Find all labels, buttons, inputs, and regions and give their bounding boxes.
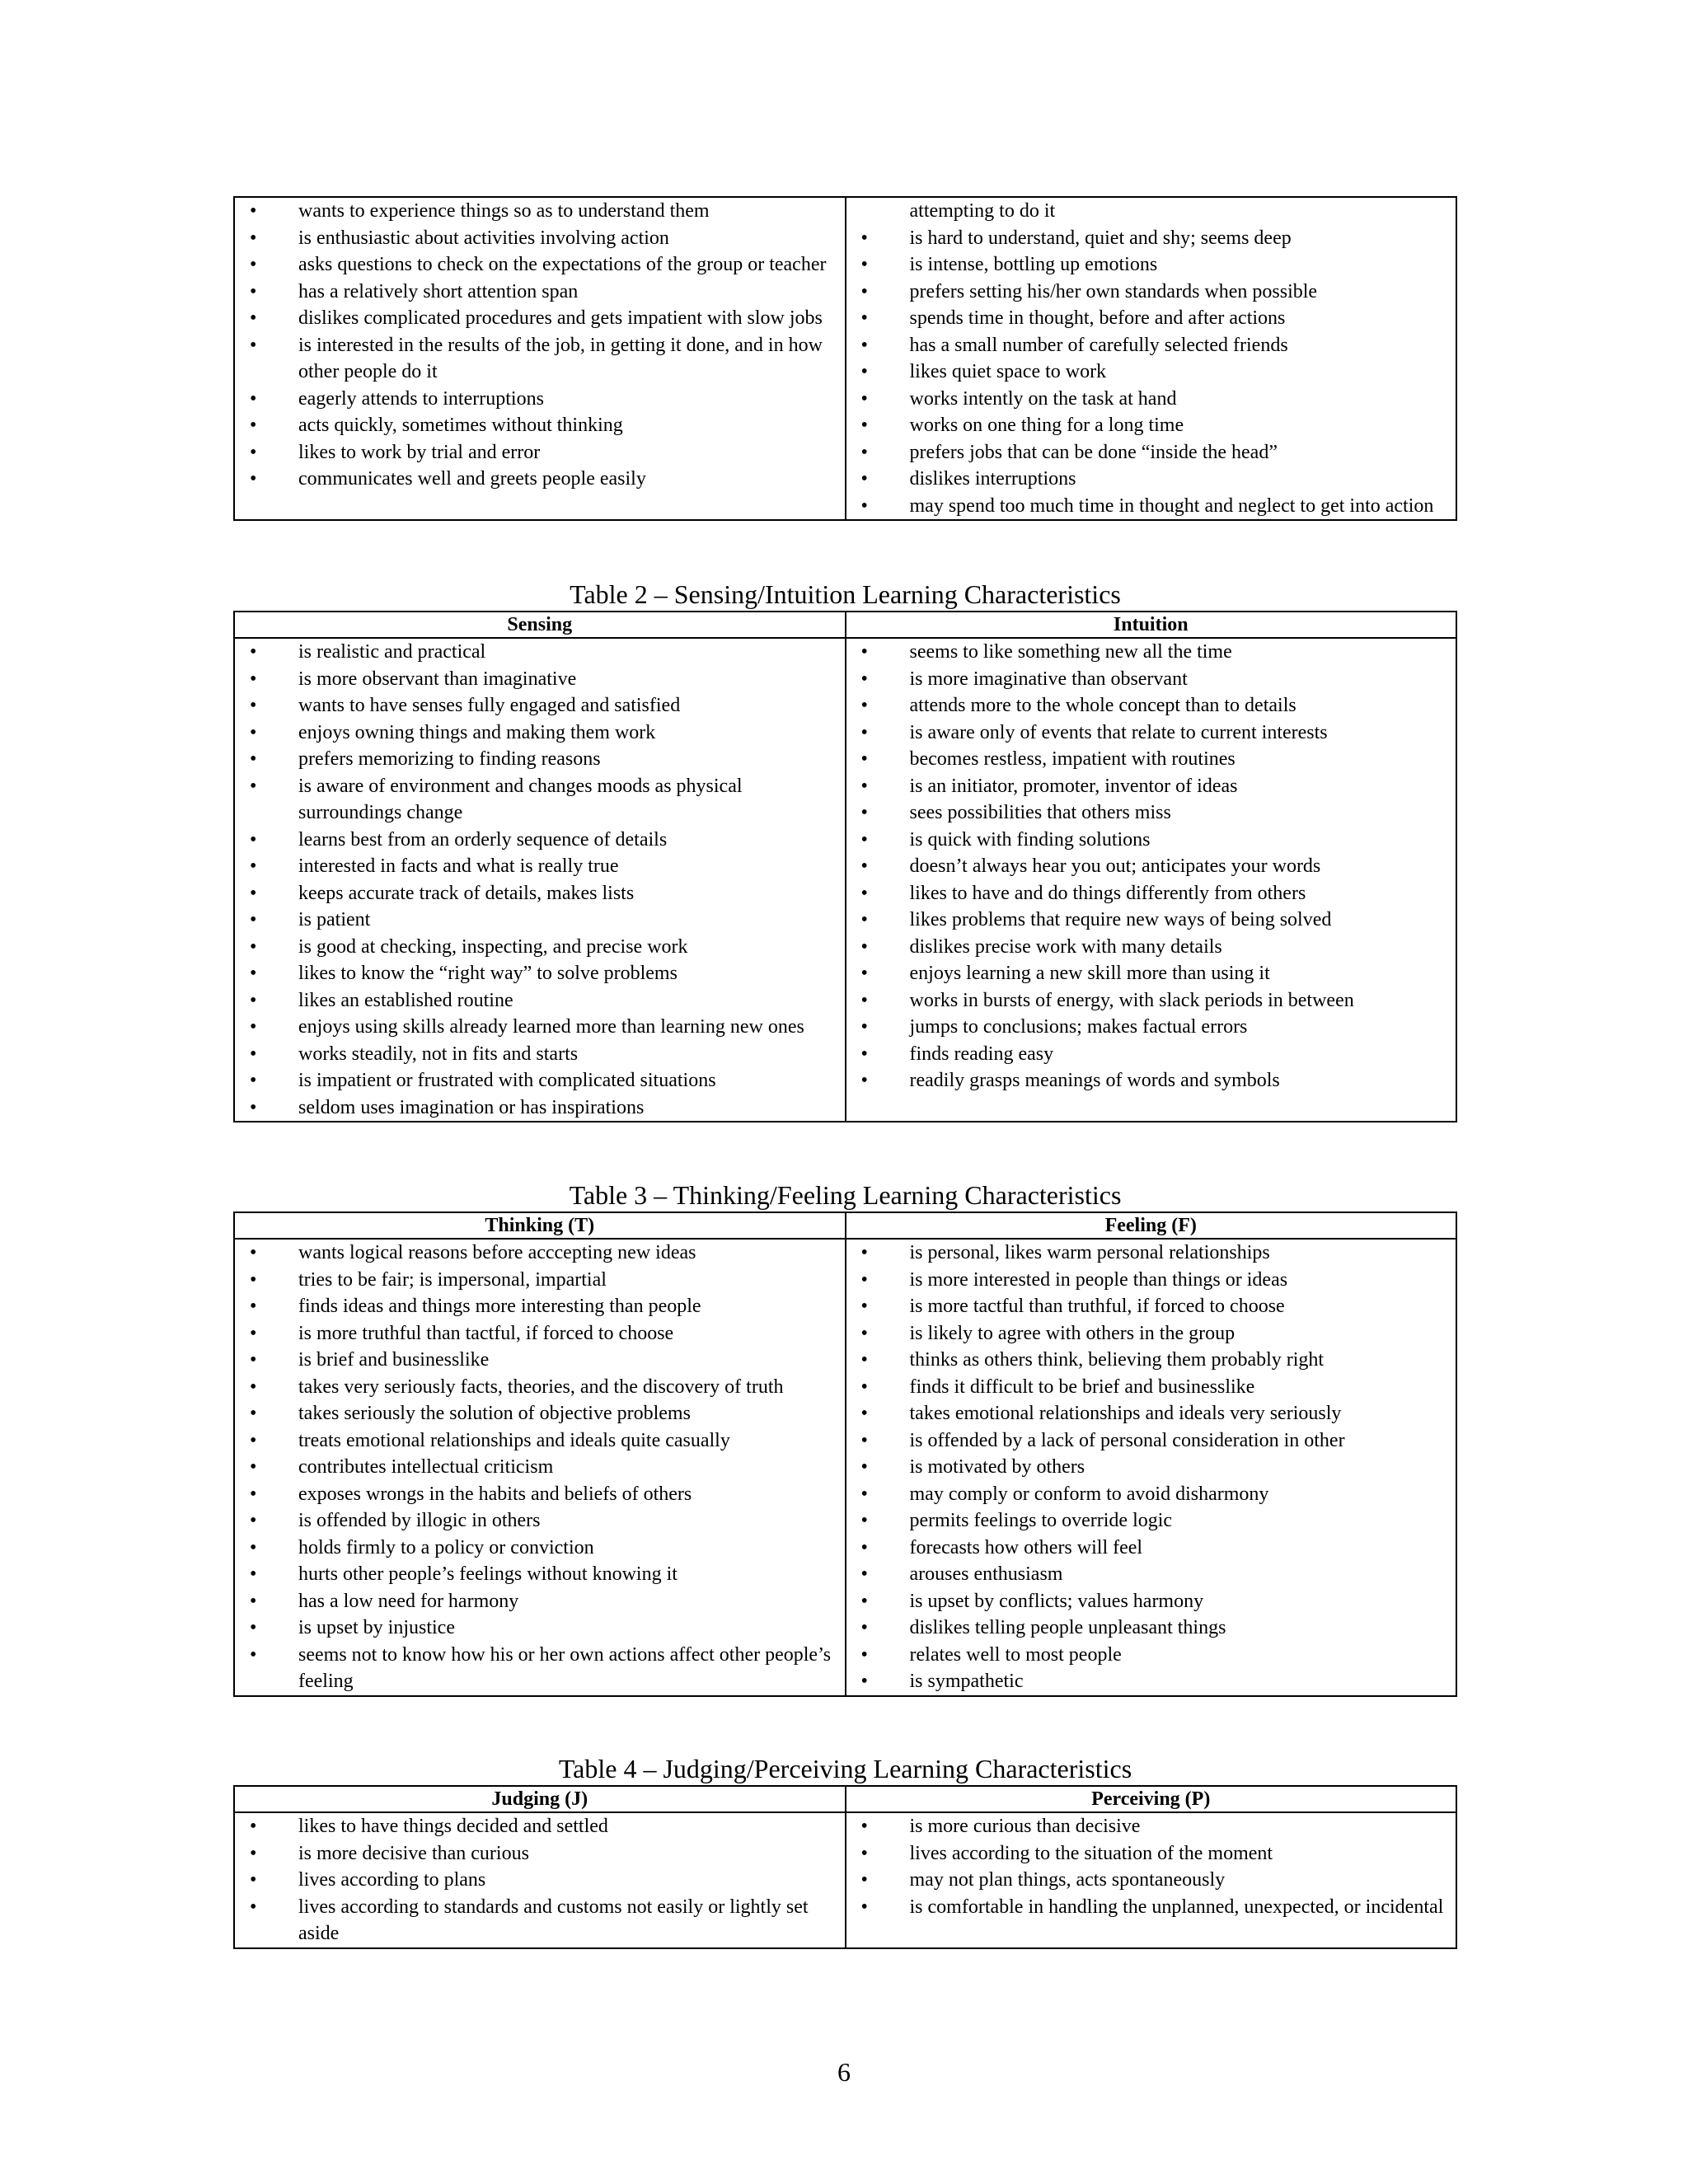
bullet-list [846, 639, 1456, 1094]
list-item: • contributes intellectual criticism [235, 1454, 845, 1481]
list-item: • likes to work by trial and error [235, 439, 845, 466]
list-item: • enjoys learning a new skill more than using it [846, 960, 1456, 987]
list-item: • is realistic and practical [235, 639, 845, 666]
list-item: • arouses enthusiasm [846, 1561, 1456, 1588]
list-item: • is more truthful than tactful, if forced to choose [235, 1320, 845, 1347]
table-1-continued [233, 196, 1457, 521]
list-item: • finds it difficult to be brief and businesslike [846, 1374, 1456, 1401]
table-2-left-cell [234, 638, 846, 1122]
list-item: • is more decisive than curious [235, 1840, 845, 1868]
list-item: • finds reading easy [846, 1041, 1456, 1068]
list-item: • is interested in the results of the job, in getting it done, and in how other people do it [235, 332, 845, 386]
list-item: • is motivated by others [846, 1454, 1456, 1481]
list-item: • jumps to conclusions; makes factual errors [846, 1014, 1456, 1041]
list-item: • is upset by injustice [235, 1615, 845, 1642]
list-item: • is patient [235, 907, 845, 934]
list-item: • thinks as others think, believing them probably right [846, 1347, 1456, 1374]
list-item: • works on one thing for a long time [846, 412, 1456, 439]
list-item: • doesn’t always hear you out; anticipates your words [846, 853, 1456, 880]
table-1-right-cell [846, 197, 1457, 520]
list-item: • may comply or conform to avoid disharmony [846, 1481, 1456, 1508]
list-item: • is sympathetic [846, 1668, 1456, 1695]
list-item: • is brief and businesslike [235, 1347, 845, 1374]
list-item: • interested in facts and what is really true [235, 853, 845, 880]
list-item: • exposes wrongs in the habits and beliefs of others [235, 1481, 845, 1508]
list-item: • forecasts how others will feel [846, 1535, 1456, 1562]
list-item: • likes to know the “right way” to solve problems [235, 960, 845, 987]
list-item: • likes to have things decided and settled [235, 1813, 845, 1840]
list-item: • likes to have and do things differently from others [846, 880, 1456, 907]
list-item: • takes very seriously facts, theories, and the discovery of truth [235, 1374, 845, 1401]
list-item: • is good at checking, inspecting, and precise work [235, 934, 845, 961]
list-item: • lives according to the situation of the moment [846, 1840, 1456, 1868]
list-item: • eagerly attends to interruptions [235, 386, 845, 413]
list-item: • seldom uses imagination or has inspirations [235, 1094, 845, 1122]
table-2-right-cell [846, 638, 1457, 1122]
table-3-caption: Table 3 – Thinking/Feeling Learning Characteristics [569, 1180, 1122, 1210]
list-item: • is more interested in people than things or ideas [846, 1267, 1456, 1294]
list-item: • finds ideas and things more interesting than people [235, 1293, 845, 1320]
column-header: Sensing [234, 612, 846, 638]
list-item: • is upset by conflicts; values harmony [846, 1588, 1456, 1615]
list-item: • is more observant than imaginative [235, 666, 845, 693]
page-number: 6 [837, 2057, 851, 2087]
bullet-list [235, 198, 845, 493]
column-header: Feeling (F) [846, 1212, 1457, 1239]
list-item: • hurts other people’s feelings without knowing it [235, 1561, 845, 1588]
bullet-list [846, 225, 1456, 520]
list-item: • takes emotional relationships and ideals very seriously [846, 1400, 1456, 1427]
column-header: Thinking (T) [234, 1212, 846, 1239]
list-item: • seems not to know how his or her own actions affect other people’s feeling [235, 1642, 845, 1695]
list-item: • is offended by illogic in others [235, 1507, 845, 1535]
list-item: • is impatient or frustrated with complicated situations [235, 1067, 845, 1094]
list-item: • has a low need for harmony [235, 1588, 845, 1615]
table-3-right-cell [846, 1239, 1457, 1696]
table-4-right-cell [846, 1812, 1457, 1948]
list-item: • is comfortable in handling the unplanned, unexpected, or incidental [846, 1894, 1456, 1921]
list-item: • is aware of environment and changes moods as physical surroundings change [235, 773, 845, 827]
list-item: • likes problems that require new ways of being solved [846, 907, 1456, 934]
list-item: • is enthusiastic about activities involving action [235, 225, 845, 252]
list-item: • acts quickly, sometimes without thinking [235, 412, 845, 439]
list-item: • enjoys using skills already learned more than learning new ones [235, 1014, 845, 1041]
list-item: • dislikes interruptions [846, 466, 1456, 493]
list-item: • likes an established routine [235, 987, 845, 1015]
bullet-list [846, 1240, 1456, 1695]
list-item: • dislikes telling people unpleasant things [846, 1615, 1456, 1642]
list-item: • is intense, bottling up emotions [846, 251, 1456, 279]
bullet-list [235, 639, 845, 1121]
list-item: • is an initiator, promoter, inventor of ideas [846, 773, 1456, 800]
bullet-list [235, 1240, 845, 1695]
list-item: • becomes restless, impatient with routines [846, 746, 1456, 773]
list-item: • has a small number of carefully selected friends [846, 332, 1456, 359]
list-item: • prefers jobs that can be done “inside the head” [846, 439, 1456, 466]
list-item: • is offended by a lack of personal consideration in other [846, 1427, 1456, 1455]
table-3 [233, 1212, 1457, 1697]
list-item: • tries to be fair; is impersonal, impartial [235, 1267, 845, 1294]
list-item: • works steadily, not in fits and starts [235, 1041, 845, 1068]
list-item: • prefers setting his/her own standards when possible [846, 279, 1456, 306]
list-item: • takes seriously the solution of objective problems [235, 1400, 845, 1427]
table-4-caption: Table 4 – Judging/Perceiving Learning Characteristics [558, 1754, 1132, 1783]
table-2-caption: Table 2 – Sensing/Intuition Learning Characteristics [570, 579, 1121, 609]
list-item: • is quick with finding solutions [846, 827, 1456, 854]
list-item: • is likely to agree with others in the group [846, 1320, 1456, 1347]
bullet-list [846, 198, 1456, 225]
list-item: • is aware only of events that relate to current interests [846, 719, 1456, 747]
bullet-list [846, 1813, 1456, 1920]
table-3-left-cell [234, 1239, 846, 1696]
list-item: • is more imaginative than observant [846, 666, 1456, 693]
list-item: • relates well to most people [846, 1642, 1456, 1669]
bullet-list [235, 1813, 845, 1947]
table-1-left-cell [234, 197, 846, 520]
table-2 [233, 611, 1457, 1122]
column-header: Intuition [846, 612, 1457, 638]
list-item: • may spend too much time in thought and neglect to get into action [846, 493, 1456, 520]
list-item: • spends time in thought, before and after actions [846, 305, 1456, 332]
list-item: • wants logical reasons before acccepting new ideas [235, 1240, 845, 1267]
list-item: • is personal, likes warm personal relationships [846, 1240, 1456, 1267]
list-item: • is more curious than decisive [846, 1813, 1456, 1840]
list-item: • sees possibilities that others miss [846, 799, 1456, 827]
list-item: • works in bursts of energy, with slack periods in between [846, 987, 1456, 1015]
list-item: • works intently on the task at hand [846, 386, 1456, 413]
list-item: • wants to have senses fully engaged and satisfied [235, 692, 845, 719]
column-header: Perceiving (P) [846, 1786, 1457, 1812]
column-header: Judging (J) [234, 1786, 846, 1812]
list-item: • learns best from an orderly sequence of details [235, 827, 845, 854]
list-item: • seems to like something new all the time [846, 639, 1456, 666]
list-item: • may not plan things, acts spontaneously [846, 1867, 1456, 1894]
list-item: • attends more to the whole concept than to details [846, 692, 1456, 719]
list-item: • treats emotional relationships and ideals quite casually [235, 1427, 845, 1455]
table-4 [233, 1785, 1457, 1949]
list-item: • asks questions to check on the expectations of the group or teacher [235, 251, 845, 279]
list-item: • dislikes precise work with many details [846, 934, 1456, 961]
list-item: • enjoys owning things and making them work [235, 719, 845, 747]
list-item: • lives according to standards and customs not easily or lightly set aside [235, 1894, 845, 1947]
list-item: • likes quiet space to work [846, 359, 1456, 386]
list-item: • is hard to understand, quiet and shy; seems deep [846, 225, 1456, 252]
list-item: • keeps accurate track of details, makes lists [235, 880, 845, 907]
list-item: • wants to experience things so as to understand them [235, 198, 845, 225]
list-item: • is more tactful than truthful, if forced to choose [846, 1293, 1456, 1320]
list-item: • dislikes complicated procedures and gets impatient with slow jobs [235, 305, 845, 332]
list-item: • prefers memorizing to finding reasons [235, 746, 845, 773]
list-item: • communicates well and greets people easily [235, 466, 845, 493]
continued-text: attempting to do it [909, 200, 1056, 222]
table-4-left-cell [234, 1812, 846, 1948]
list-item: • has a relatively short attention span [235, 279, 845, 306]
list-item: • holds firmly to a policy or conviction [235, 1535, 845, 1562]
list-item: • lives according to plans [235, 1867, 845, 1894]
list-item: • permits feelings to override logic [846, 1507, 1456, 1535]
list-item: • readily grasps meanings of words and symbols [846, 1067, 1456, 1094]
